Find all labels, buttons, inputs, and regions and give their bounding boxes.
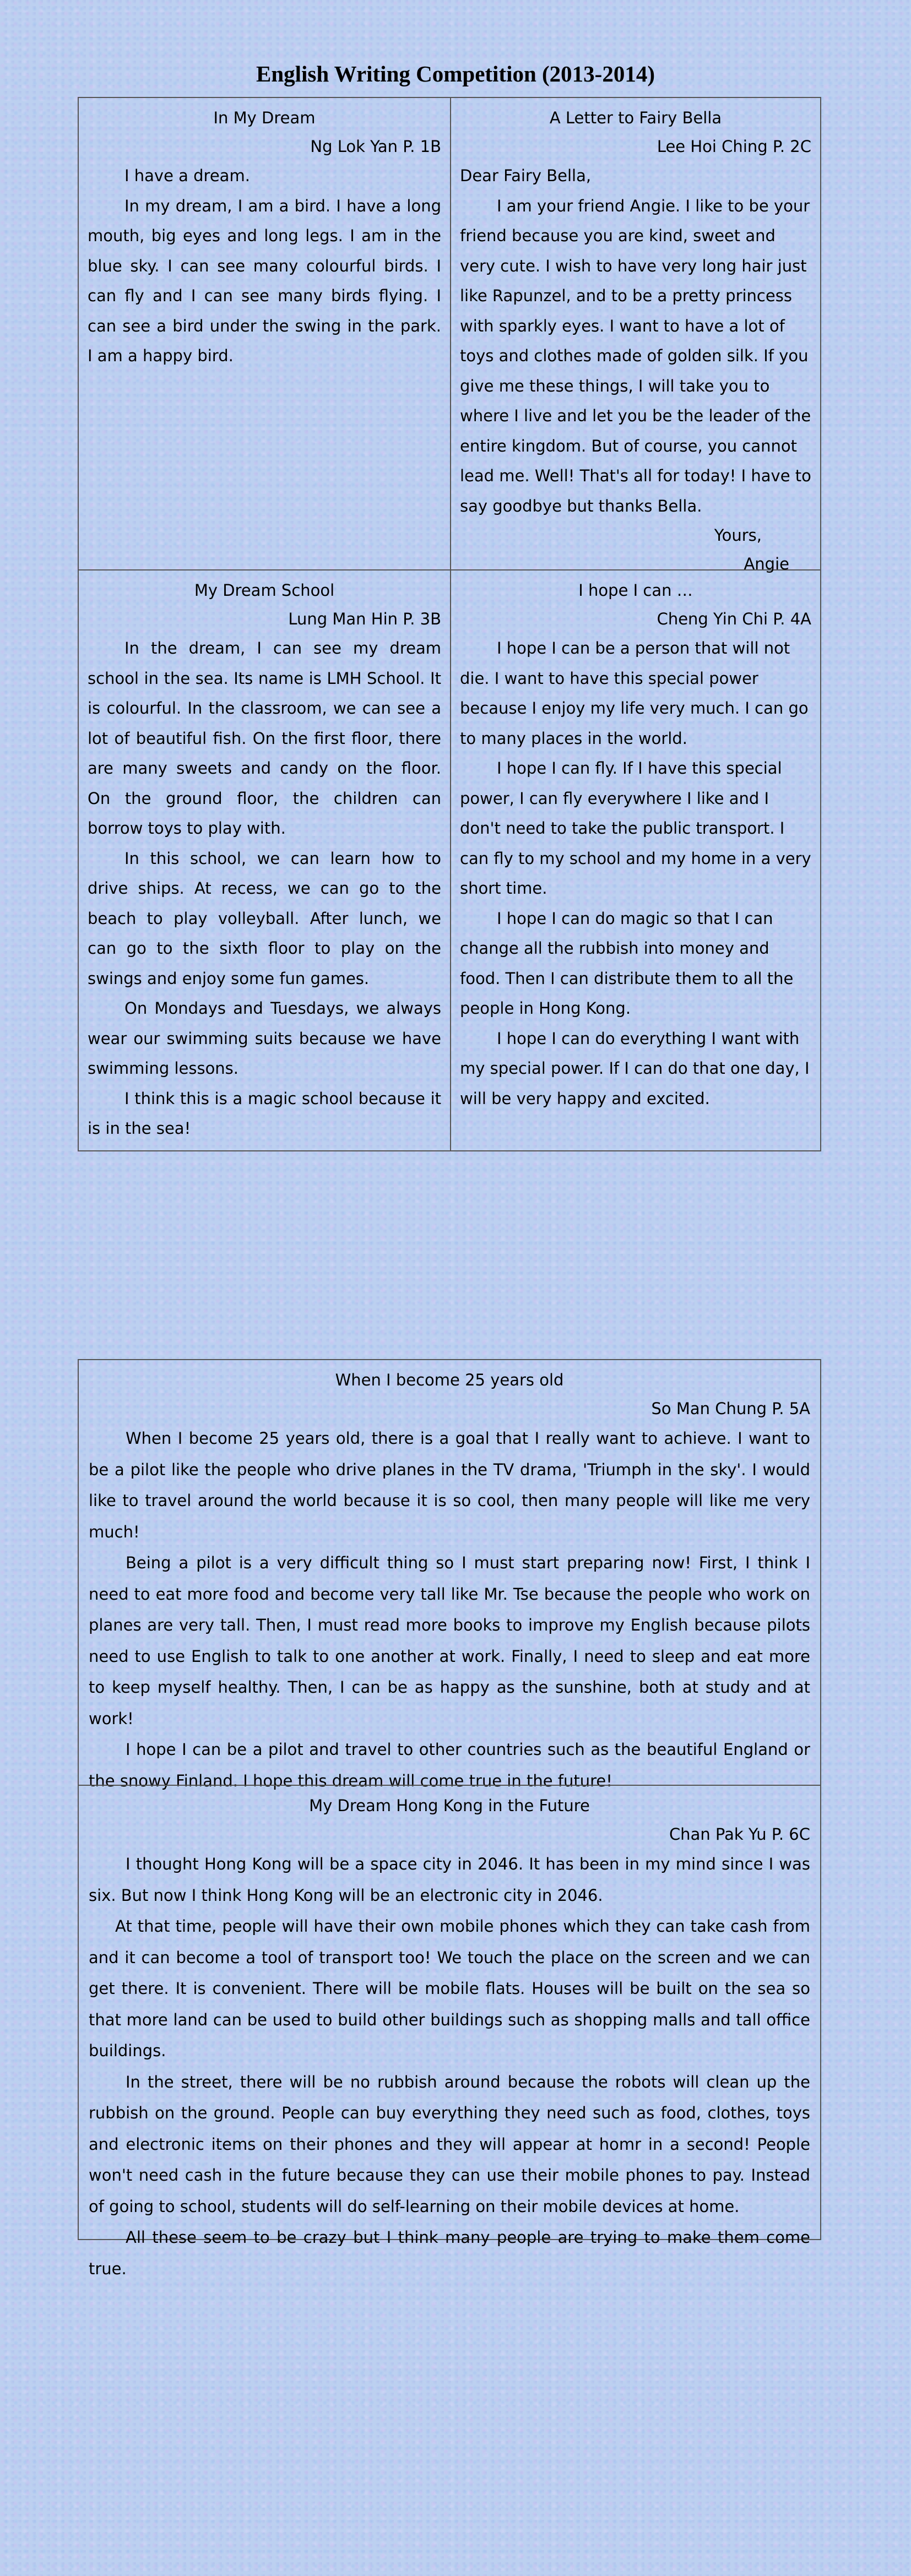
entry-author: Cheng Yin Chi P. 4A	[657, 610, 811, 628]
paragraph: I thought Hong Kong will be a space city in 2046. It has been in my mind since I was six. But now I think Hong Kong will be an electronic city in 2046.	[89, 1855, 810, 1905]
letter-greeting: Dear Fairy Bella,	[460, 166, 592, 185]
entry-my-dream-hong-kong	[78, 1785, 821, 2278]
entry-title: A Letter to Fairy Bella	[549, 108, 722, 127]
letter-signature: Angie	[744, 555, 789, 573]
entry-author: So Man Chung P. 5A	[651, 1399, 810, 1418]
entry-my-dream-school	[79, 570, 451, 1150]
paragraph: On Mondays and Tuesdays, we always wear our swimming suits because we have swimming lessons.	[88, 999, 441, 1078]
entry-author: Chan Pak Yu P. 6C	[669, 1825, 810, 1844]
paragraph: I hope I can fly. If I have this special power, I can fly everywhere I like and I don't need to take the public transport. I can fly to my school and my home in a very short time.	[460, 759, 811, 898]
paragraph: I hope I can be a person that will not die. I want to have this special power because I enjoy my life very much. I can go to many places in the world.	[460, 639, 809, 748]
entry-i-hope-i-can	[451, 570, 820, 1150]
entry-when-i-become-25	[78, 1359, 821, 1790]
paragraph: I hope I can do everything I want with my special power. If I can do that one day, I will be very happy and excited.	[460, 1029, 810, 1108]
entry-title: When I become 25 years old	[335, 1371, 564, 1389]
entry-author: Lung Man Hin P. 3B	[288, 610, 441, 628]
entries-grid	[78, 97, 821, 1151]
letter-closing: Yours,	[714, 526, 762, 545]
paragraph: I am your friend Angie. I like to be your friend because you are kind, sweet and very cute. I wish to have very long hair just like Rapunzel, and to be a pretty princess with sparkly eyes. I want to have a lot of toys and clothes made of golden silk. If you give me these things, I will take you to where I live and let you be the leader of the entire kingdom. But of course, you cannot lead me. Well! That's all for today! I have to say goodbye but thanks Bella.	[460, 196, 811, 515]
entry-letter-to-fairy-bella	[451, 98, 820, 573]
paragraph: In the dream, I can see my dream school in the sea. Its name is LMH School. It is colourful. In the classroom, we can see a lot of beautiful fish. On the first floor, there are many sweets and candy on the floor. On the ground floor, the children can borrow toys to play with.	[88, 639, 441, 838]
paragraph: In this school, we can learn how to drive ships. At recess, we can go to the beach to play volleyball. After lunch, we can go to the sixth floor to play on the swings and enjoy some fun games.	[88, 849, 441, 988]
paragraph: In the street, there will be no rubbish around because the robots will clean up the rubbish on the ground. People can buy everything they need such as food, clothes, toys and electronic items on their phones and they will appear at homr in a second! People won't need cash in the future because they can use their mobile phones to pay. Instead of going to school, students will do self-learning on their mobile devices at home.	[89, 2072, 810, 2216]
entry-title: I hope I can …	[578, 581, 693, 600]
page-title: English Writing Competition (2013-2014)	[256, 61, 655, 86]
entry-in-my-dream	[79, 98, 451, 570]
entry-title: My Dream School	[194, 581, 335, 600]
paragraph: In my dream, I am a bird. I have a long mouth, big eyes and long legs. I am in the blue sky. I can see many colourful birds. I can fly and I can see many birds flying. I can see a bird under the swing in the park. I am a happy bird.	[88, 196, 441, 365]
paragraph: I have a dream.	[124, 166, 250, 185]
entry-title: My Dream Hong Kong in the Future	[309, 1796, 590, 1815]
entry-title: In My Dream	[213, 108, 316, 127]
paragraph: I think this is a magic school because it is in the sea!	[88, 1089, 441, 1138]
paragraph: Being a pilot is a very difficult thing so I must start preparing now! First, I think I need to eat more food and become very tall like Mr. Tse because the people who work on planes are very tall. Then, I must read more books to improve my English because pilots need to use English to talk to one another at work. Finally, I need to sleep and eat more to keep myself healthy. Then, I can be as happy as the sunshine, both at study and at work!	[89, 1553, 810, 1728]
paragraph: When I become 25 years old, there is a goal that I really want to achieve. I want to be a pilot like the people who drive planes in the TV drama, 'Triumph in the sky'. I would like to travel around the world because it is so cool, then many people will like me very much!	[89, 1429, 810, 1541]
entry-author: Lee Hoi Ching P. 2C	[657, 137, 811, 156]
paragraph: I hope I can do magic so that I can change all the rubbish into money and food. Then I can distribute them to all the people in Hong Kong.	[460, 909, 794, 1018]
paragraph: All these seem to be crazy but I think many people are trying to make them come true.	[89, 2228, 810, 2278]
entry-author: Ng Lok Yan P. 1B	[310, 137, 441, 156]
paragraph: At that time, people will have their own mobile phones which they can take cash from and it can become a tool of transport too! We touch the place on the screen and we can get there. It is convenient. There will be mobile flats. Houses will be built on the sea so that more land can be used to build other buildings such as shopping malls and tall office buildings.	[89, 1917, 810, 2060]
paragraph: I hope I can be a pilot and travel to other countries such as the beautiful England or the snowy Finland. I hope this dream will come true in the future!	[89, 1740, 810, 1790]
